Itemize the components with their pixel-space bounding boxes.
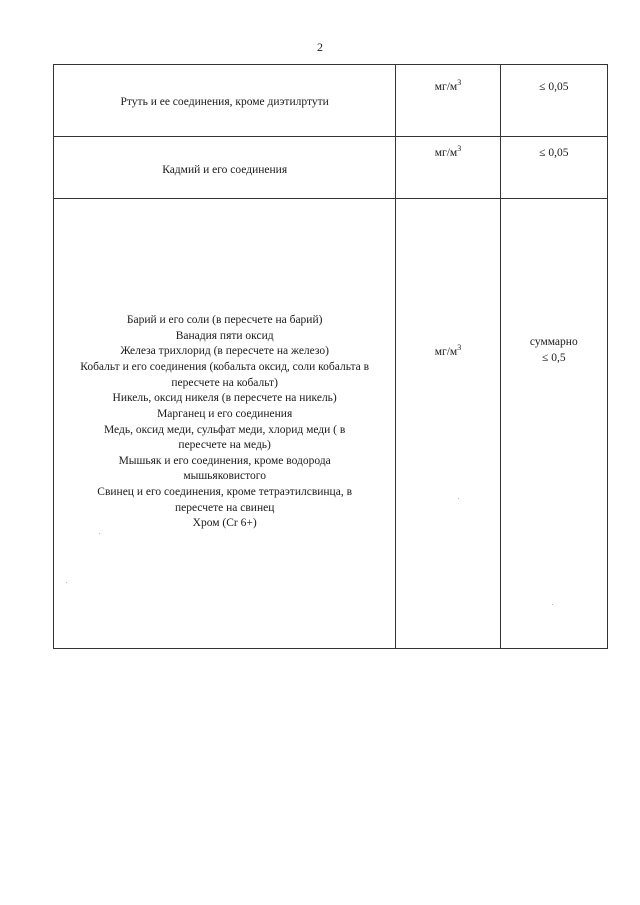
unit-exponent: 3 [457, 144, 462, 154]
emission-norms-table [53, 64, 608, 649]
substance-line: пересчете на кобальт) [171, 376, 278, 389]
substance-line: Марганец и его соединения [157, 407, 293, 420]
scan-speck [552, 604, 553, 605]
substance-line: Ванадия пяти оксид [175, 329, 274, 342]
substance-line: Железа трихлорид (в пересчете на железо) [120, 345, 329, 358]
substance-line: Свинец и его соединения, кроме тетраэтилсвинца, в [97, 486, 352, 498]
substance-line: пересчете на медь) [178, 439, 271, 452]
substance-line: Мышьяк и его соединения, кроме водорода [118, 454, 331, 467]
unit-base: мг/м [434, 346, 458, 358]
substance-line: Хром (Cr 6+) [192, 517, 257, 530]
table-row [54, 137, 608, 199]
table-row [54, 65, 608, 137]
unit-exponent: 3 [457, 343, 462, 353]
substance-line: Кобальт и его соединения (кобальта оксид, соли кобальта в [80, 361, 370, 373]
value-cell [500, 137, 607, 199]
scan-speck [99, 533, 100, 534]
unit-cell [396, 137, 500, 199]
page-number: 2 [317, 40, 323, 54]
unit-base: мг/м [434, 147, 458, 159]
limit-qualifier: суммарно [529, 336, 578, 348]
substance-line: пересчете на свинец [174, 501, 275, 514]
substance-cell [54, 137, 396, 199]
substance-line: Никель, оксид никеля (в пересчете на никель) [112, 392, 337, 405]
substance-cell [54, 199, 396, 649]
substance-name: Кадмий и его соединения [162, 163, 288, 176]
limit-value: ≤ 0,05 [539, 81, 569, 93]
substance-line: мышьяковистого [183, 470, 266, 483]
substance-line: Барий и его соли (в пересчете на барий) [126, 314, 323, 327]
value-cell [500, 199, 607, 649]
unit-cell [396, 65, 500, 137]
substance-name: Ртуть и ее соединения, кроме диэтилртути [120, 95, 329, 108]
unit-cell [396, 199, 500, 649]
scan-speck [458, 498, 459, 499]
table-row [54, 199, 608, 649]
substance-cell [54, 65, 396, 137]
unit-base: мг/м [434, 81, 458, 93]
unit-exponent: 3 [457, 78, 462, 88]
limit-value: ≤ 0,05 [539, 147, 569, 159]
value-cell [500, 65, 607, 137]
substance-line: Медь, оксид меди, сульфат меди, хлорид меди ( в [103, 423, 346, 436]
limit-value: ≤ 0,5 [542, 351, 566, 364]
scan-speck [66, 582, 67, 583]
